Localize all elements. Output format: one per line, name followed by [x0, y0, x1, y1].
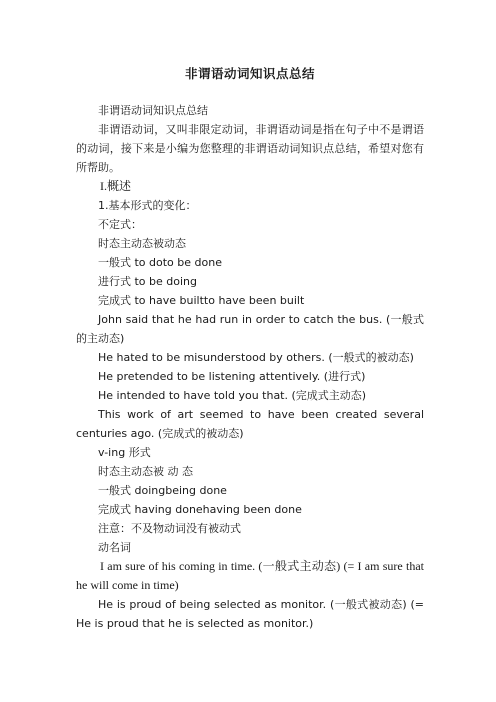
infinitive-row-progressive: 进行式 to be doing — [98, 275, 198, 288]
example-sentence: He pretended to be listening attentively. (进行式) — [98, 370, 366, 383]
paragraph-subtitle: 非谓语动词知识点总结 — [98, 104, 208, 117]
v-ing-table-header: 时态主动态被 动 态 — [98, 465, 193, 478]
label-gerund: 动名词 — [98, 541, 131, 554]
subsection-heading-forms: 1.基本形式的变化： — [98, 199, 197, 212]
note-intransitive: 注意：不及物动词没有被动式 — [98, 522, 241, 535]
document-title: 非谓语动词知识点总结 — [184, 66, 315, 81]
example-sentence: He is proud of being selected as monitor. (一般式被动态) (= He is proud that he is selected as monitor.) — [76, 598, 424, 630]
example-sentence: He intended to have told you that. (完成式主动态) — [98, 389, 367, 402]
example-sentence: This work of art seemed to have been created several centuries ago. (完成式的被动态) — [76, 408, 424, 440]
example-sentence: I am sure of his coming in time. (一般式主动态) (= I am sure that he will come in time) — [76, 559, 424, 592]
infinitive-row-perfect: 完成式 to have builtto have been built — [98, 294, 305, 307]
v-ing-row-perfect: 完成式 having donehaving been done — [98, 503, 302, 516]
infinitive-table-header: 时态主动态被动态 — [98, 237, 186, 250]
infinitive-row-simple: 一般式 to doto be done — [98, 256, 222, 269]
label-v-ing-form: v-ing 形式 — [98, 446, 151, 459]
label-infinitive: 不定式： — [98, 218, 142, 231]
paragraph-intro: 非谓语动词，又叫非限定动词，非谓语动词是指在句子中不是谓语的动词，接下来是小编为您整理的非谓语动词知识点总结，希望对您有所帮助。 — [76, 123, 424, 174]
example-sentence: John said that he had run in order to catch the bus. (一般式的主动态) — [76, 313, 424, 345]
section-heading-overview: I.概述 — [100, 179, 131, 193]
v-ing-row-simple: 一般式 doingbeing done — [98, 484, 227, 497]
example-sentence: He hated to be misunderstood by others. (一般式的被动态) — [98, 351, 414, 364]
